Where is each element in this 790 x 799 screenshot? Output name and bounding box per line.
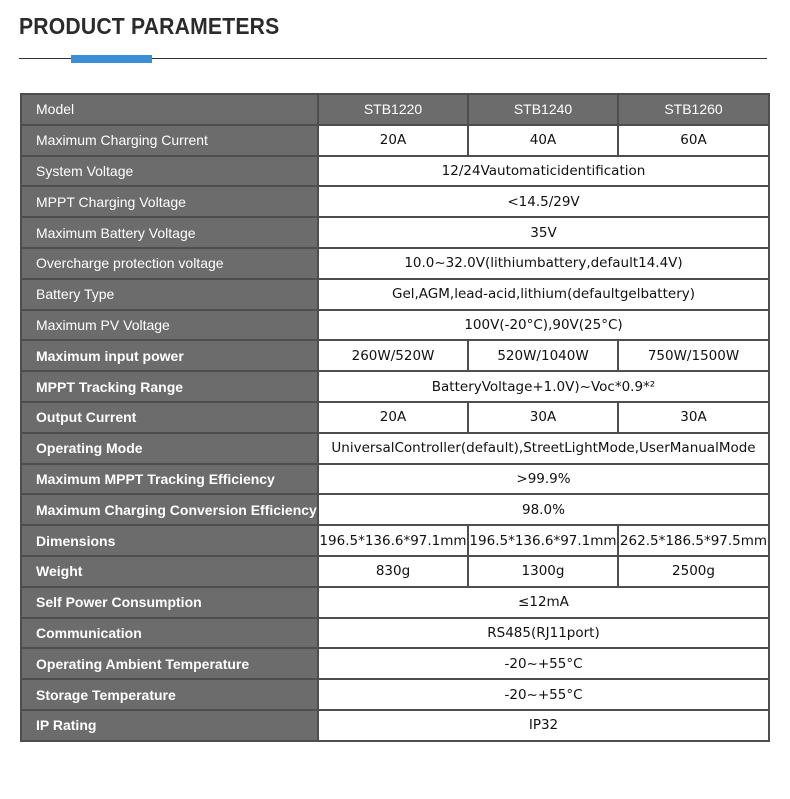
row-label: Maximum input power: [21, 340, 318, 371]
row-value: 2500g: [618, 556, 769, 587]
table-row: [21, 156, 769, 187]
row-value: <14.5/29V: [318, 186, 769, 217]
row-value: 40A: [468, 125, 618, 156]
row-value: 1300g: [468, 556, 618, 587]
row-label: Weight: [21, 556, 318, 587]
row-value: -20~+55°C: [318, 648, 769, 679]
table-row: [21, 279, 769, 310]
table-row: [21, 371, 769, 402]
row-value: ≤12mA: [318, 587, 769, 618]
row-value: 60A: [618, 125, 769, 156]
table-row: [21, 125, 769, 156]
table-row: [21, 186, 769, 217]
row-label: Storage Temperature: [21, 679, 318, 710]
row-value: 750W/1500W: [618, 340, 769, 371]
table-row: [21, 525, 769, 556]
title-accent-bar: [71, 55, 152, 63]
row-label: Operating Mode: [21, 433, 318, 464]
row-value: 20A: [318, 125, 468, 156]
row-label: Output Current: [21, 402, 318, 433]
row-value: RS485(RJ11port): [318, 618, 769, 649]
row-label: Maximum Battery Voltage: [21, 217, 318, 248]
row-value: 262.5*186.5*97.5mm: [618, 525, 769, 556]
row-value: 12/24Vautomaticidentification: [318, 156, 769, 187]
table-row: [21, 494, 769, 525]
row-value: 30A: [618, 402, 769, 433]
row-label: Maximum Charging Conversion Efficiency: [21, 494, 318, 525]
table-row: [21, 402, 769, 433]
table-row: [21, 710, 769, 741]
row-label: Communication: [21, 618, 318, 649]
row-label: MPPT Charging Voltage: [21, 186, 318, 217]
row-value: 520W/1040W: [468, 340, 618, 371]
row-label: System Voltage: [21, 156, 318, 187]
row-label: Operating Ambient Temperature: [21, 648, 318, 679]
row-value: 10.0~32.0V(lithiumbattery,default14.4V): [318, 248, 769, 279]
table-row: [21, 464, 769, 495]
header-label: Model: [21, 94, 318, 125]
row-value: 830g: [318, 556, 468, 587]
table-row: [21, 556, 769, 587]
row-value: 98.0%: [318, 494, 769, 525]
row-value: BatteryVoltage+1.0V)~Voc*0.9*²: [318, 371, 769, 402]
row-value: 196.5*136.6*97.1mm: [468, 525, 618, 556]
row-value: IP32: [318, 710, 769, 741]
table-header-row: [21, 94, 769, 125]
row-value: >99.9%: [318, 464, 769, 495]
row-value: -20~+55°C: [318, 679, 769, 710]
row-value: Gel,AGM,lead-acid,lithium(defaultgelbattery): [318, 279, 769, 310]
table-row: [21, 648, 769, 679]
row-label: Maximum PV Voltage: [21, 310, 318, 341]
table-row: [21, 248, 769, 279]
row-label: MPPT Tracking Range: [21, 371, 318, 402]
row-value: 30A: [468, 402, 618, 433]
row-label: Maximum MPPT Tracking Efficiency: [21, 464, 318, 495]
table-row: [21, 679, 769, 710]
table-row: [21, 433, 769, 464]
row-label: Self Power Consumption: [21, 587, 318, 618]
row-label: Overcharge protection voltage: [21, 248, 318, 279]
model-header: STB1240: [468, 94, 618, 125]
row-value: 35V: [318, 217, 769, 248]
model-header: STB1260: [618, 94, 769, 125]
row-value: 260W/520W: [318, 340, 468, 371]
table-row: [21, 587, 769, 618]
page-title: PRODUCT PARAMETERS: [19, 13, 280, 39]
row-label: Maximum Charging Current: [21, 125, 318, 156]
row-value: UniversalController(default),StreetLightMode,UserManualMode: [318, 433, 769, 464]
row-value: 196.5*136.6*97.1mm: [318, 525, 468, 556]
table-row: [21, 310, 769, 341]
row-label: Dimensions: [21, 525, 318, 556]
table-row: [21, 618, 769, 649]
table-row: [21, 340, 769, 371]
row-label: Battery Type: [21, 279, 318, 310]
model-header: STB1220: [318, 94, 468, 125]
table-row: [21, 217, 769, 248]
row-value: 100V(-20°C),90V(25°C): [318, 310, 769, 341]
parameters-table: [20, 93, 770, 742]
row-value: 20A: [318, 402, 468, 433]
row-label: IP Rating: [21, 710, 318, 741]
